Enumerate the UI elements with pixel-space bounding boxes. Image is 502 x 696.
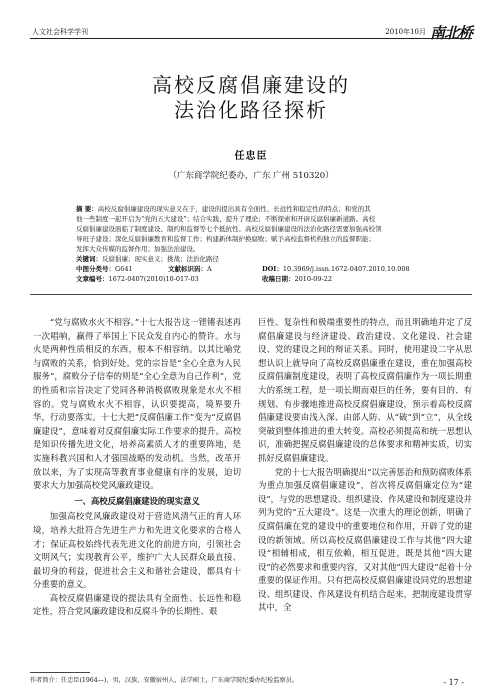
- header-rule: [30, 38, 472, 39]
- abstract-line: 发挥大众传媒的监督作用；加强法治建设。: [76, 245, 200, 253]
- article-id-row: 文章编号：1672-0407(2010)10-017-03 收稿日期：2010-09-22: [76, 275, 332, 283]
- body-column-right: [258, 316, 472, 615]
- abstract-block: [76, 204, 448, 284]
- keywords-text: 反腐倡廉；现实意义；挑战；法治化路径: [102, 255, 219, 263]
- keywords: [76, 254, 448, 264]
- doi: 10.3969/j.issn.1672-0407.2010.10.008: [282, 265, 410, 273]
- author-affiliation: （广东商学院纪委办，广东 广州 510320）: [168, 171, 334, 181]
- author-footnote: 作者简介：任忠臣(1964—)，男，汉族，安徽宿州人，法学硕士，广东商学院纪委办纪检监察员。: [30, 677, 299, 684]
- article-number: 1672-0407(2010)10-017-03: [108, 275, 199, 283]
- author-name: 任忠臣: [234, 151, 268, 162]
- paragraph: 加强高校党风廉政建设对于营造风清气正的育人环境，培养大批符合先进生产力和先进文化要求的合格人才；保证高校始终代表先进文化的前进方向，引领社会文明风气；实现教育公平，维护广大人民群众最直接、最切身的利益，促进社会主义和谐社会建设，都具有十分重要的意义。: [33, 511, 241, 590]
- abstract-line: 高校反腐倡廉建设的现实意义在于，建设的提出具有全面性、长远性和稳定性的特点；和党的其: [97, 205, 371, 213]
- article-title-line1: 高校反腐倡廉建设的: [152, 73, 350, 97]
- paragraph: “党与腐败水火不相容。”十七大报告这一铿锵表述再一次唱响，赢得了举国上下民众发自内心的赞许。水与火是两种性质相反的东西，根本不相容纳。以其比喻党与腐败的关系，恰到好处。党的宗旨是“全心全意为人民服务”，腐败分子信奉的则是“全心全意为自己作利”，党的性质和宗旨决定了党同各种消极腐败现象是水火不相容的。党与腐败水火不相容，认识要提高，境界要升华，行动要落实。十七大把“反腐倡廉工作”变为“反腐倡廉建设”，意味着对反腐倡廉实际工作要求的提升。高校是知识传播先进文化，培养高素质人才的重要阵地，是实施科教兴国和人才强国战略的发动机。当然，改革开放以来，为了实现高等教育事业健康有序的发展，迫切要求大力加强高校党风廉政建设。: [33, 317, 241, 491]
- abstract-line: 导班子建设；深化反腐倡廉教育和监督工作；构建新体制护换腐败；赋予高校监督机构独立的监督职能；: [76, 235, 375, 243]
- issue-date: 2010年10月: [385, 28, 426, 36]
- article-title-line2: 法治化路径探析: [174, 98, 328, 122]
- document-code: A: [207, 265, 212, 273]
- abstract-label: 摘 要：: [76, 205, 98, 213]
- paragraph: 巨性、复杂性和极端重要性的特点，而且明确地并定了反腐倡廉建设与经济建设、政治建设、文化建设、社会建设、党的建设之间的辩证关系。同时，使用建设二字从思想认识上就导向了高校反腐倡廉重在建设，重在加强高校反腐倡廉制度建设，表明了高校反腐倡廉作为一项长期重大的系统工程，是一项长期而艰巨的任务，要有目的、有规划、有步骤地推进高校反腐倡廉建设，预示着高校反腐倡廉建设要由浅入深、由部人防、从“破”到“立”，从全线突破到整体推进的重大转变。高校必须提高和统一思想认识，准确把握反腐倡廉建设的总体要求和精神实质，切实抓好反腐倡廉建设。: [258, 317, 472, 463]
- received-date: 2010-09-22: [294, 275, 332, 283]
- section-heading: 一、高校反腐倡廉建设的现实意义: [74, 495, 200, 506]
- abstract-line: 反腐倡廉建设面临了制度建设、制约和监督等七个抵抗性。高校反腐倡廉建设的法治化路径需要加强高校领: [76, 225, 382, 233]
- footnote-rule: [30, 672, 90, 673]
- paragraph: 党的十七大报告明确提出“以完善惩治和预防腐败体系为重点加强反腐倡廉建设”，首次将反腐倡廉定位为“建设”，与党的思想建设、组织建设、作风建设和制度建设并列为党的“五大建设”。这是一次重大的理论创新，明确了反腐倡廉在党的建设中的重要地位和作用，开辟了党的建设的新领域。所以高校反腐倡廉建设工作与其他“四大建设”相辅相成，相互依赖，相互促进，既是其他“四大建设”的必然要求和重要内容，又对其他“四大建设”起着十分重要的保证作用。只有把高校反腐倡廉建设同党的思想建设、组织建设、作风建设有机结合起来，把制度建设贯穿其中，全: [258, 466, 472, 613]
- running-header: [30, 24, 472, 40]
- paragraph: 高校反腐倡廉建设的提法具有全面性、长远性和稳定性，符合党风廉政建设和反腐斗争的长期性、艰: [33, 592, 241, 617]
- classification-row: 中图分类号：G641 文献标识码：A DOI：10.3969/j.issn.1672-0407.2010.10.008: [76, 265, 410, 273]
- page-number: - 17 -: [443, 678, 464, 687]
- abstract-divider: [30, 294, 472, 295]
- keywords-label: 关键词：: [76, 255, 102, 263]
- journal-name: 人文社会科学学刊: [32, 28, 88, 36]
- clc-number: G641: [115, 265, 133, 273]
- abstract-line: 他一些制度一起开启为“党的五大建设”；结合实践，提升了理论；不断探索和开辟反腐倡廉新道路。高校: [76, 215, 376, 223]
- body-column-left: [33, 316, 241, 619]
- journal-logo: 南北桥: [429, 24, 472, 42]
